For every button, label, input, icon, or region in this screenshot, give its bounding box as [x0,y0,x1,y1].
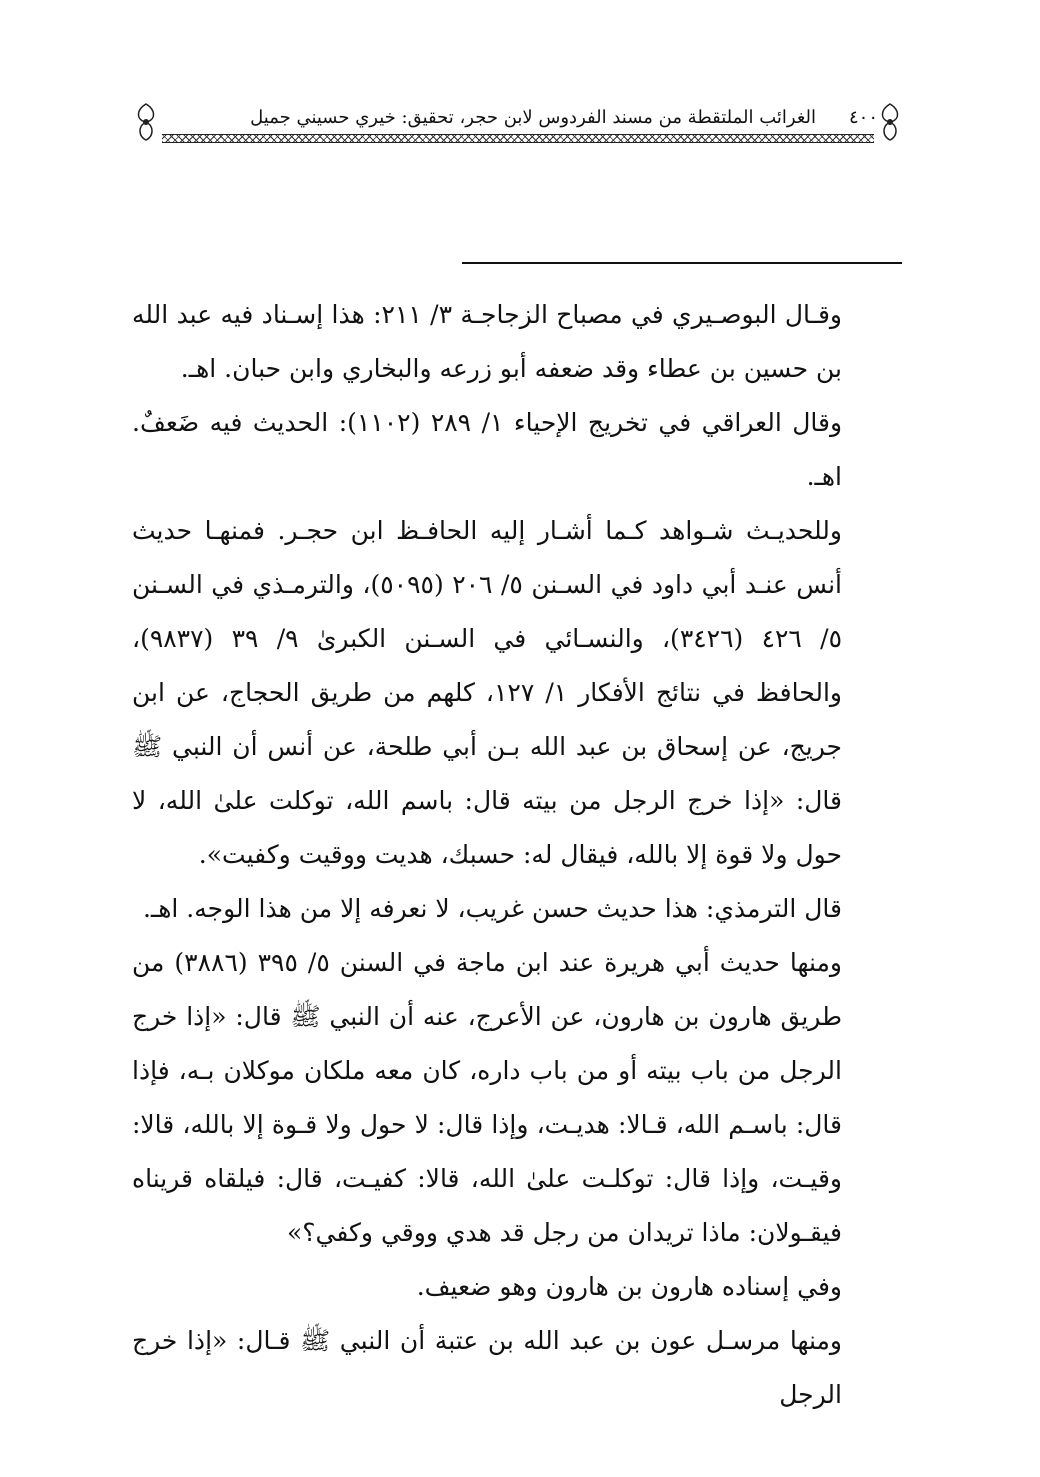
paragraph: وللحديـث شـواهد كـما أشـار إليه الحافـظ ابن حجـر. فمنهـا حديث أنس عنـد أبي داود في السـنن ٥/ ٢٠٦ (٥٠٩٥)، والترمـذي في السـنن ٥/ ٤٢٦ (٣٤٢٦)، والنسـائي في السـنن الكبرىٰ ٩/ ٣٩ (٩٨٣٧)، والحافظ في نتائج الأفكار ١/ ١٢٧، كلهم من طريق الحجاج، عن ابن جريج، عن إسحاق بن عبد الله بـن أبي طلحة، عن أنس أن النبي ﷺ قال: «إذا خرج الرجل من بيته قال: باسم الله، توكلت علىٰ الله، لا حول ولا قوة إلا بالله، فيقال له: حسبك، هديت ووقيت وكفيت». [132,516,843,869]
paragraph: وقال العراقي في تخريج الإحياء ١/ ٢٨٩ (١١٠٢): الحديث فيه ضَعفٌ. اهـ. [132,408,843,491]
page-number: ٤٠٠ [848,107,878,128]
paragraph: وقـال البوصـيري في مصباح الزجاجـة ٣/ ٢١١: هذا إسـناد فيه عبد الله بن حسين بن عطاء وقد ضعفه أبو زرعه والبخاري وابن حبان. اهـ. [132,300,842,383]
ornament-icon [876,102,904,142]
footnote-text [132,288,842,1422]
paragraph: ومنها حديث أبي هريرة عند ابن ماجة في السنن ٥/ ٣٩٥ (٣٨٨٦) من طريق هارون بن هارون، عن الأعرج، عنه أن النبي ﷺ قال: «إذا خرج الرجل من باب بيته أو من باب داره، كان معه ملكان موكلان بـه، فإذا قال: باسـم الله، قـالا: هديـت، وإذا قال: لا حول ولا قـوة إلا بالله، قالا: وقيـت، وإذا قال: توكلـت علىٰ الله، قالا: كفيـت، قال: فيلقاه قريناه فيقـولان: ماذا تريدان من رجل قد هدي ووقي وكفي؟» [132,948,842,1247]
footnote-separator [462,262,902,264]
paragraph: وفي إسناده هارون بن هارون وهو ضعيف. [416,1272,842,1301]
running-title: الغرائب الملتقطة من مسند الفردوس لابن حجر، تحقيق: خيري حسيني جميل [250,107,816,128]
paragraph: ومنها مرسـل عون بن عبد الله بن عتبة أن النبي ﷺ قـال: «إذا خرج الرجل [132,1326,842,1409]
header-divider [162,134,874,143]
page-header [132,96,904,148]
ornament-icon [132,102,160,142]
paragraph: قال الترمذي: هذا حديث حسن غريب، لا نعرفه إلا من هذا الوجه. اهـ. [142,894,842,923]
